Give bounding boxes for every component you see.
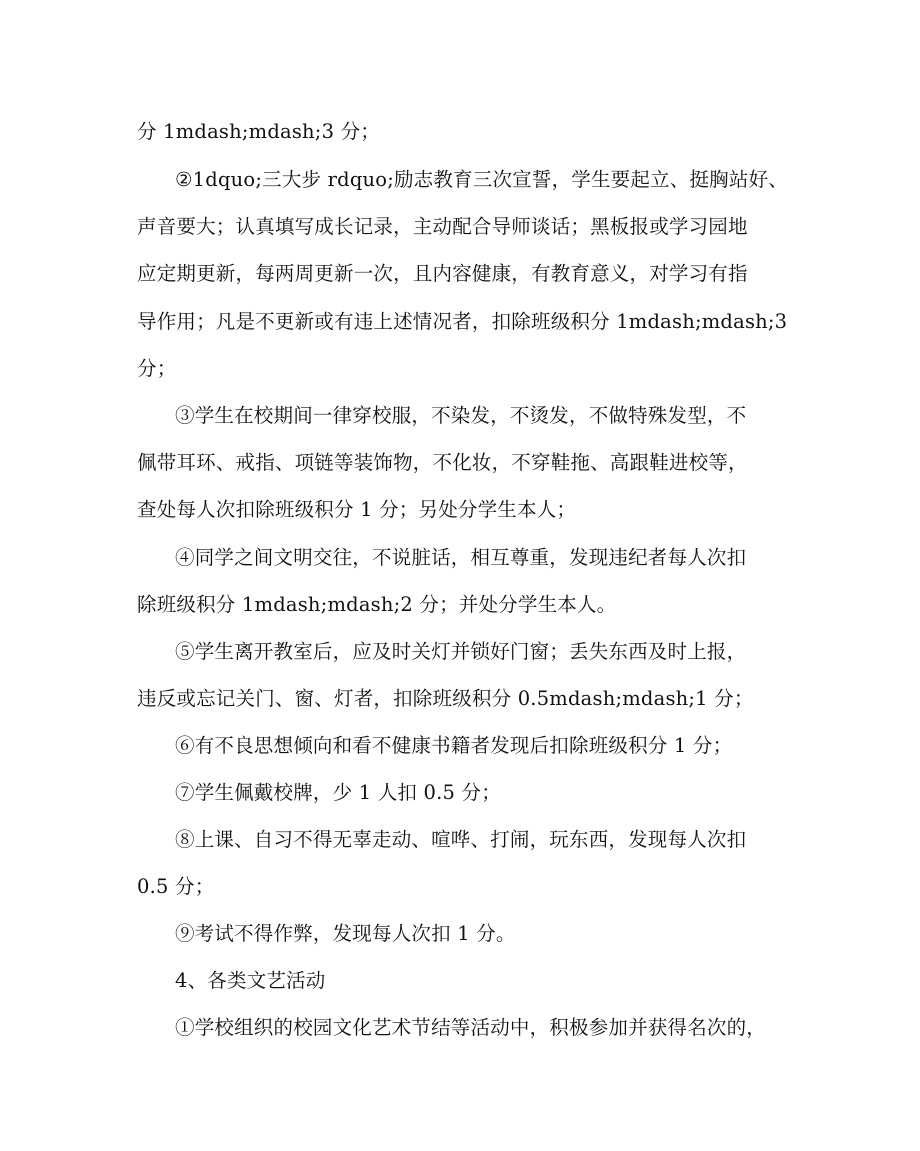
text-line: ⑥有不良思想倾向和看不健康书籍者发现后扣除班级积分 1 分； — [175, 734, 733, 757]
text-line: 导作用；凡是不更新或有违上述情况者，扣除班级积分 1mdash;mdash;3 — [137, 310, 788, 333]
text-line: ⑦学生佩戴校牌，少 1 人扣 0.5 分； — [175, 781, 501, 804]
text-line: 分； — [137, 357, 177, 380]
text-line: 0.5 分； — [137, 875, 215, 898]
text-line: ⑨考试不得作弊，发现每人次扣 1 分。 — [175, 922, 516, 945]
text-line: 违反或忘记关门、窗、灯者，扣除班级积分 0.5mdash;mdash;1 分； — [137, 687, 754, 710]
text-line: 分 1mdash;mdash;3 分； — [137, 120, 380, 143]
section-heading: 4、各类文艺活动 — [175, 969, 326, 992]
text-line: 查处每人次扣除班级积分 1 分；另处分学生本人； — [137, 498, 577, 521]
text-line: 应定期更新，每两周更新一次，且内容健康，有教育意义，对学习有指 — [137, 262, 748, 285]
text-line: 除班级积分 1mdash;mdash;2 分；并处分学生本人。 — [137, 593, 617, 616]
text-line: ①学校组织的校园文化艺术节结等活动中，积极参加并获得名次的， — [175, 1016, 767, 1039]
text-line: ②1dquo;三大步 rdquo;励志教育三次宣誓，学生要起立、挺胸站好、 — [175, 168, 788, 191]
text-line: ③学生在校期间一律穿校服，不染发，不烫发，不做特殊发型，不 — [175, 404, 747, 427]
text-line: ⑧上课、自习不得无辜走动、喧哗、打闹，玩东西，发现每人次扣 — [175, 828, 747, 851]
text-line: ⑤学生离开教室后，应及时关灯并锁好门窗；丢失东西及时上报， — [175, 640, 747, 663]
text-line: 声音要大；认真填写成长记录，主动配合导师谈话；黑板报或学习园地 — [137, 215, 748, 238]
text-line: 佩带耳环、戒指、项链等装饰物，不化妆，不穿鞋拖、高跟鞋进校等， — [137, 451, 748, 474]
text-line: ④同学之间文明交往，不说脏话，相互尊重，发现违纪者每人次扣 — [175, 546, 747, 569]
